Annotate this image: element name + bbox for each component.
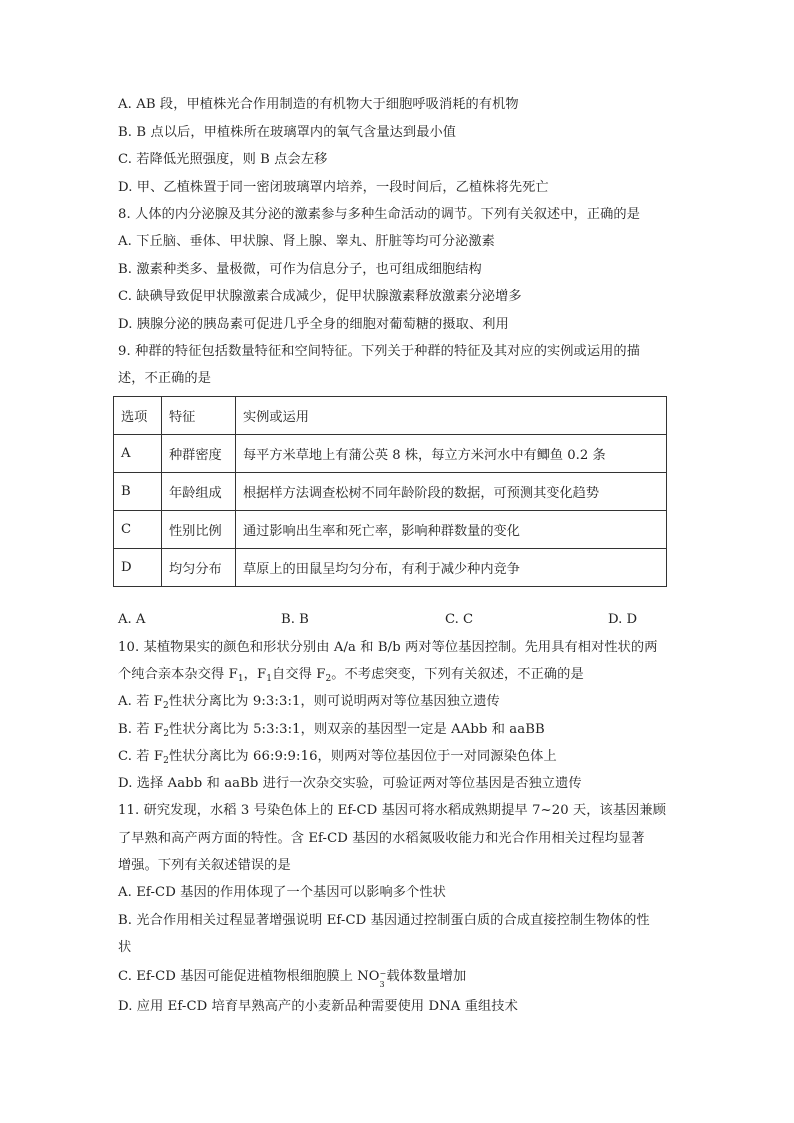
table-cell: 性别比例 bbox=[162, 511, 236, 549]
q11-stem-line1: 11. 研究发现，水稻 3 号染色体上的 Ef-CD 基因可将水稻成熟期提早 7~20 天，该基因兼顾 bbox=[118, 803, 666, 818]
q8-option-d: D. 胰腺分泌的胰岛素可促进几乎全身的细胞对葡萄糖的摄取、利用 bbox=[118, 317, 509, 332]
q7-option-d: D. 甲、乙植株置于同一密闭玻璃罩内培养，一段时间后，乙植株将先死亡 bbox=[118, 180, 549, 195]
q11-option-a: A. Ef-CD 基因的作用体现了一个基因可以影响多个性状 bbox=[118, 885, 446, 900]
table-row bbox=[114, 435, 667, 473]
q11-option-c: C. Ef-CD 基因可能促进植物根细胞膜上 NO − 3 载体数量增加 bbox=[118, 969, 467, 989]
q10-option-c: C. 若 $F_2$性状分离比为 66:9:9:16，则两对等位基因位于一对同源染色体上 bbox=[118, 749, 557, 766]
q7-option-a: A. AB 段，甲植株光合作用制造的有机物大于细胞呼吸消耗的有机物 bbox=[118, 97, 519, 112]
table-row bbox=[114, 511, 667, 549]
table-cell: 草原上的田鼠呈均匀分布，有利于减少种内竞争 bbox=[236, 549, 667, 587]
q10-stem-line2: 个纯合亲本杂交得 $F_1$，$F_1$自交得 $F_2$。不考虑突变，下列有关叙述，不正确的是 bbox=[118, 667, 584, 684]
table-cell: A bbox=[114, 435, 162, 473]
table-cell: D bbox=[114, 549, 162, 587]
table-cell: 根据样方法调查松树不同年龄阶段的数据，可预测其变化趋势 bbox=[236, 473, 667, 511]
table-cell: B bbox=[114, 473, 162, 511]
q9-stem-line2: 述，不正确的是 bbox=[118, 371, 212, 386]
q10-option-d: D. 选择 Aabb 和 aaBb 进行一次杂交实验，可验证两对等位基因是否独立遗传 bbox=[118, 776, 582, 791]
q9-stem-line1: 9. 种群的特征包括数量特征和空间特征。下列关于种群的特征及其对应的实例或运用的描 bbox=[118, 344, 640, 359]
table-cell: 通过影响出生率和死亡率，影响种群数量的变化 bbox=[236, 511, 667, 549]
table-header-cell: 选项 bbox=[114, 397, 162, 435]
table-header-row bbox=[114, 397, 667, 435]
q8-option-a: A. 下丘脑、垂体、甲状腺、肾上腺、睾丸、肝脏等均可分泌激素 bbox=[118, 234, 495, 249]
nitrate-ion-formula: NO − 3 bbox=[357, 969, 387, 989]
table-cell: 均匀分布 bbox=[162, 549, 236, 587]
q7-option-c: C. 若降低光照强度，则 B 点会左移 bbox=[118, 152, 328, 167]
q7-option-b: B. B 点以后，甲植株所在玻璃罩内的氧气含量达到最小值 bbox=[118, 125, 457, 140]
table-header-cell: 实例或运用 bbox=[236, 397, 667, 435]
table-cell: 每平方米草地上有蒲公英 8 株，每立方米河水中有鲫鱼 0.2 条 bbox=[236, 435, 667, 473]
q8-option-b: B. 激素种类多、量极微，可作为信息分子，也可组成细胞结构 bbox=[118, 262, 482, 277]
q11-stem-line2: 了早熟和高产两方面的特性。含 Ef-CD 基因的水稻氮吸收能力和光合作用相关过程均显著 bbox=[118, 831, 645, 846]
q10-option-b: B. 若 $F_2$性状分离比为 5:3:3:1，则双亲的基因型一定是 AAbb 和 aaBB bbox=[118, 722, 545, 739]
q11-option-b-line2: 状 bbox=[118, 940, 132, 955]
q9-table bbox=[113, 396, 667, 587]
q8-option-c: C. 缺碘导致促甲状腺激素合成减少，促甲状腺激素释放激素分泌增多 bbox=[118, 289, 522, 304]
q9-option-a: A. A bbox=[118, 612, 146, 627]
q9-option-b: B. B bbox=[281, 612, 309, 627]
table-cell: C bbox=[114, 511, 162, 549]
q9-option-d: D. D bbox=[608, 612, 638, 627]
q11-stem-line3: 增强。下列有关叙述错误的是 bbox=[118, 858, 291, 873]
q10-option-a: A. 若 $F_2$性状分离比为 9:3:3:1，则可说明两对等位基因独立遗传 bbox=[118, 694, 500, 711]
q9-option-c: C. C bbox=[445, 612, 474, 627]
q11-option-d: D. 应用 Ef-CD 培育早熟高产的小麦新品种需要使用 DNA 重组技术 bbox=[118, 999, 518, 1014]
q10-stem-line1: 10. 某植物果实的颜色和形状分别由 A/a 和 B/b 两对等位基因控制。先用具有相对性状的两 bbox=[118, 640, 658, 655]
table-header-cell: 特征 bbox=[162, 397, 236, 435]
table-cell: 种群密度 bbox=[162, 435, 236, 473]
table-row bbox=[114, 549, 667, 587]
q8-stem: 8. 人体的内分泌腺及其分泌的激素参与多种生命活动的调节。下列有关叙述中，正确的是 bbox=[118, 207, 640, 222]
q11-option-b-line1: B. 光合作用相关过程显著增强说明 Ef-CD 基因通过控制蛋白质的合成直接控制生物体的性 bbox=[118, 913, 650, 928]
table-cell: 年龄组成 bbox=[162, 473, 236, 511]
table-row bbox=[114, 473, 667, 511]
